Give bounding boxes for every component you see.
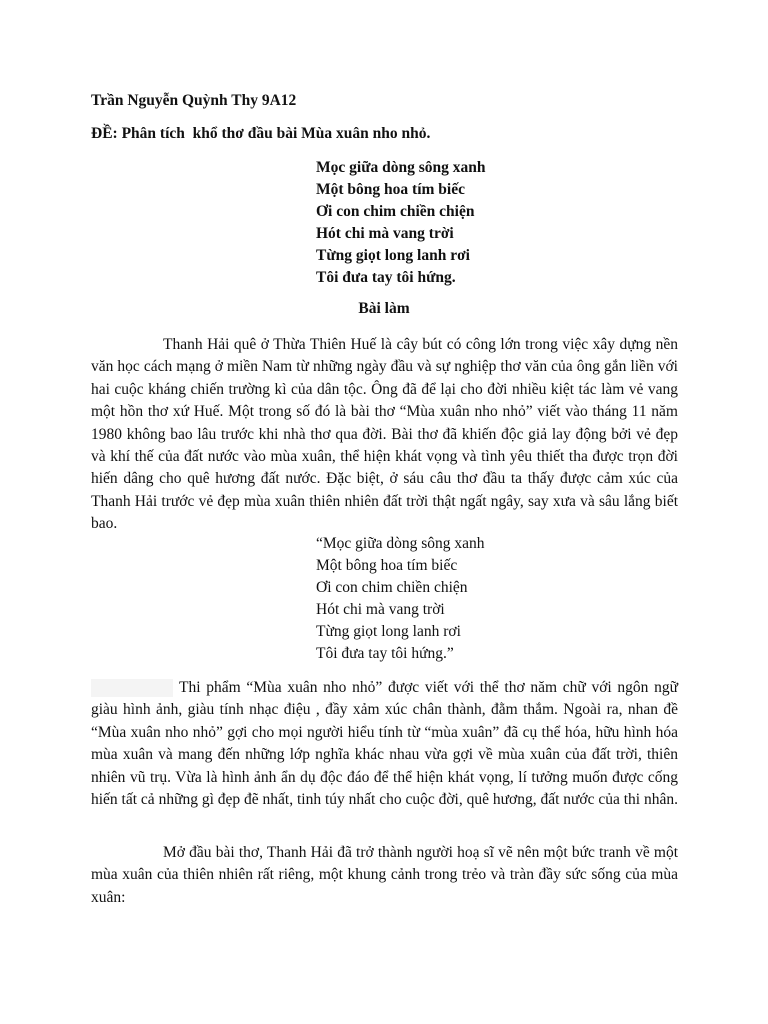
poem-line: “Mọc giữa dòng sông xanh <box>316 535 485 552</box>
paragraph-analysis: Thi phẩm “Mùa xuân nho nhỏ” được viết với thể thơ năm chữ với ngôn ngữ giàu hình ảnh, giàu tính nhạc điệu , đầy xảm xúc chân thành, đằm thắm. Ngoài ra, nhan đề “Mùa xuân nho nhỏ” gợi cho mọi người hiểu tính từ “mùa xuân” đã cụ thể hóa, hữu hình hóa mùa xuân và mang đến những lớp nghĩa khác nhau vừa gợi về mùa xuân của đất trời, thiên nhiên vũ trụ. Vừa là hình ảnh ẩn dụ độc đáo để thể hiện khát vọng, lí tưởng muốn được cống hiến tất cả những gì đẹp đẽ nhất, tinh túy nhất cho cuộc đời, quê hương, đất nước của thi nhân. <box>91 679 678 809</box>
paragraph-intro: Thanh Hải quê ở Thừa Thiên Huế là cây bút có công lớn trong việc xây dựng nền văn học cách mạng ở miền Nam từ những ngày đầu và sự nghiệp thơ văn của ông gắn liền với hai cuộc kháng chiến trường kì của dân tộc. Ông đã để lại cho đời nhiều kiệt tác làm vẻ vang một hồn thơ xứ Huế. Một trong số đó là bài thơ “Mùa xuân nho nhỏ” viết vào tháng 11 năm 1980 không bao lâu trước khi nhà thơ qua đời. Bài thơ đã khiến độc giả lay động bởi vẻ đẹp và khí thế của đất nước vào mùa xuân, thể hiện khát vọng và tình yêu thiết tha được trọn đời hiến dâng cho quê hương đất nước. Đặc biệt, ở sáu câu thơ đầu ta thấy được cảm xúc của Thanh Hải trước vẻ đẹp mùa xuân thiên nhiên đất trời thật ngất ngây, say xưa và sâu lắng biết bao. <box>91 336 678 533</box>
paragraph-opening: Mở đầu bài thơ, Thanh Hải đã trở thành người hoạ sĩ vẽ nên một bức tranh về một mùa xuân của thiên nhiên rất riêng, một khung cảnh trong trẻo và tràn đầy sức sống của mùa xuân: <box>91 844 678 906</box>
poem-line: Tôi đưa tay tôi hứng.” <box>316 645 454 662</box>
poem-line: Hót chi mà vang trời <box>316 225 454 242</box>
poem-excerpt-bold <box>316 157 486 289</box>
poem-line: Tôi đưa tay tôi hứng. <box>316 269 456 286</box>
poem-line: Ơi con chim chiền chiện <box>316 579 468 596</box>
poem-line: Từng giọt long lanh rơi <box>316 623 461 640</box>
poem-line: Ơi con chim chiền chiện <box>316 203 475 220</box>
section-heading: Bài làm <box>358 300 410 317</box>
poem-line: Một bông hoa tím biếc <box>316 181 465 198</box>
author-line: Trần Nguyễn Quỳnh Thy 9A12 <box>91 92 297 109</box>
poem-line: Mọc giữa dòng sông xanh <box>316 159 486 176</box>
poem-line: Từng giọt long lanh rơi <box>316 247 470 264</box>
poem-excerpt-quote <box>316 533 485 665</box>
poem-line: Hót chi mà vang trời <box>316 601 445 618</box>
poem-line: Một bông hoa tím biếc <box>316 557 458 574</box>
topic-line: ĐỀ: Phân tích khổ thơ đầu bài Mùa xuân nho nhỏ. <box>91 125 431 142</box>
